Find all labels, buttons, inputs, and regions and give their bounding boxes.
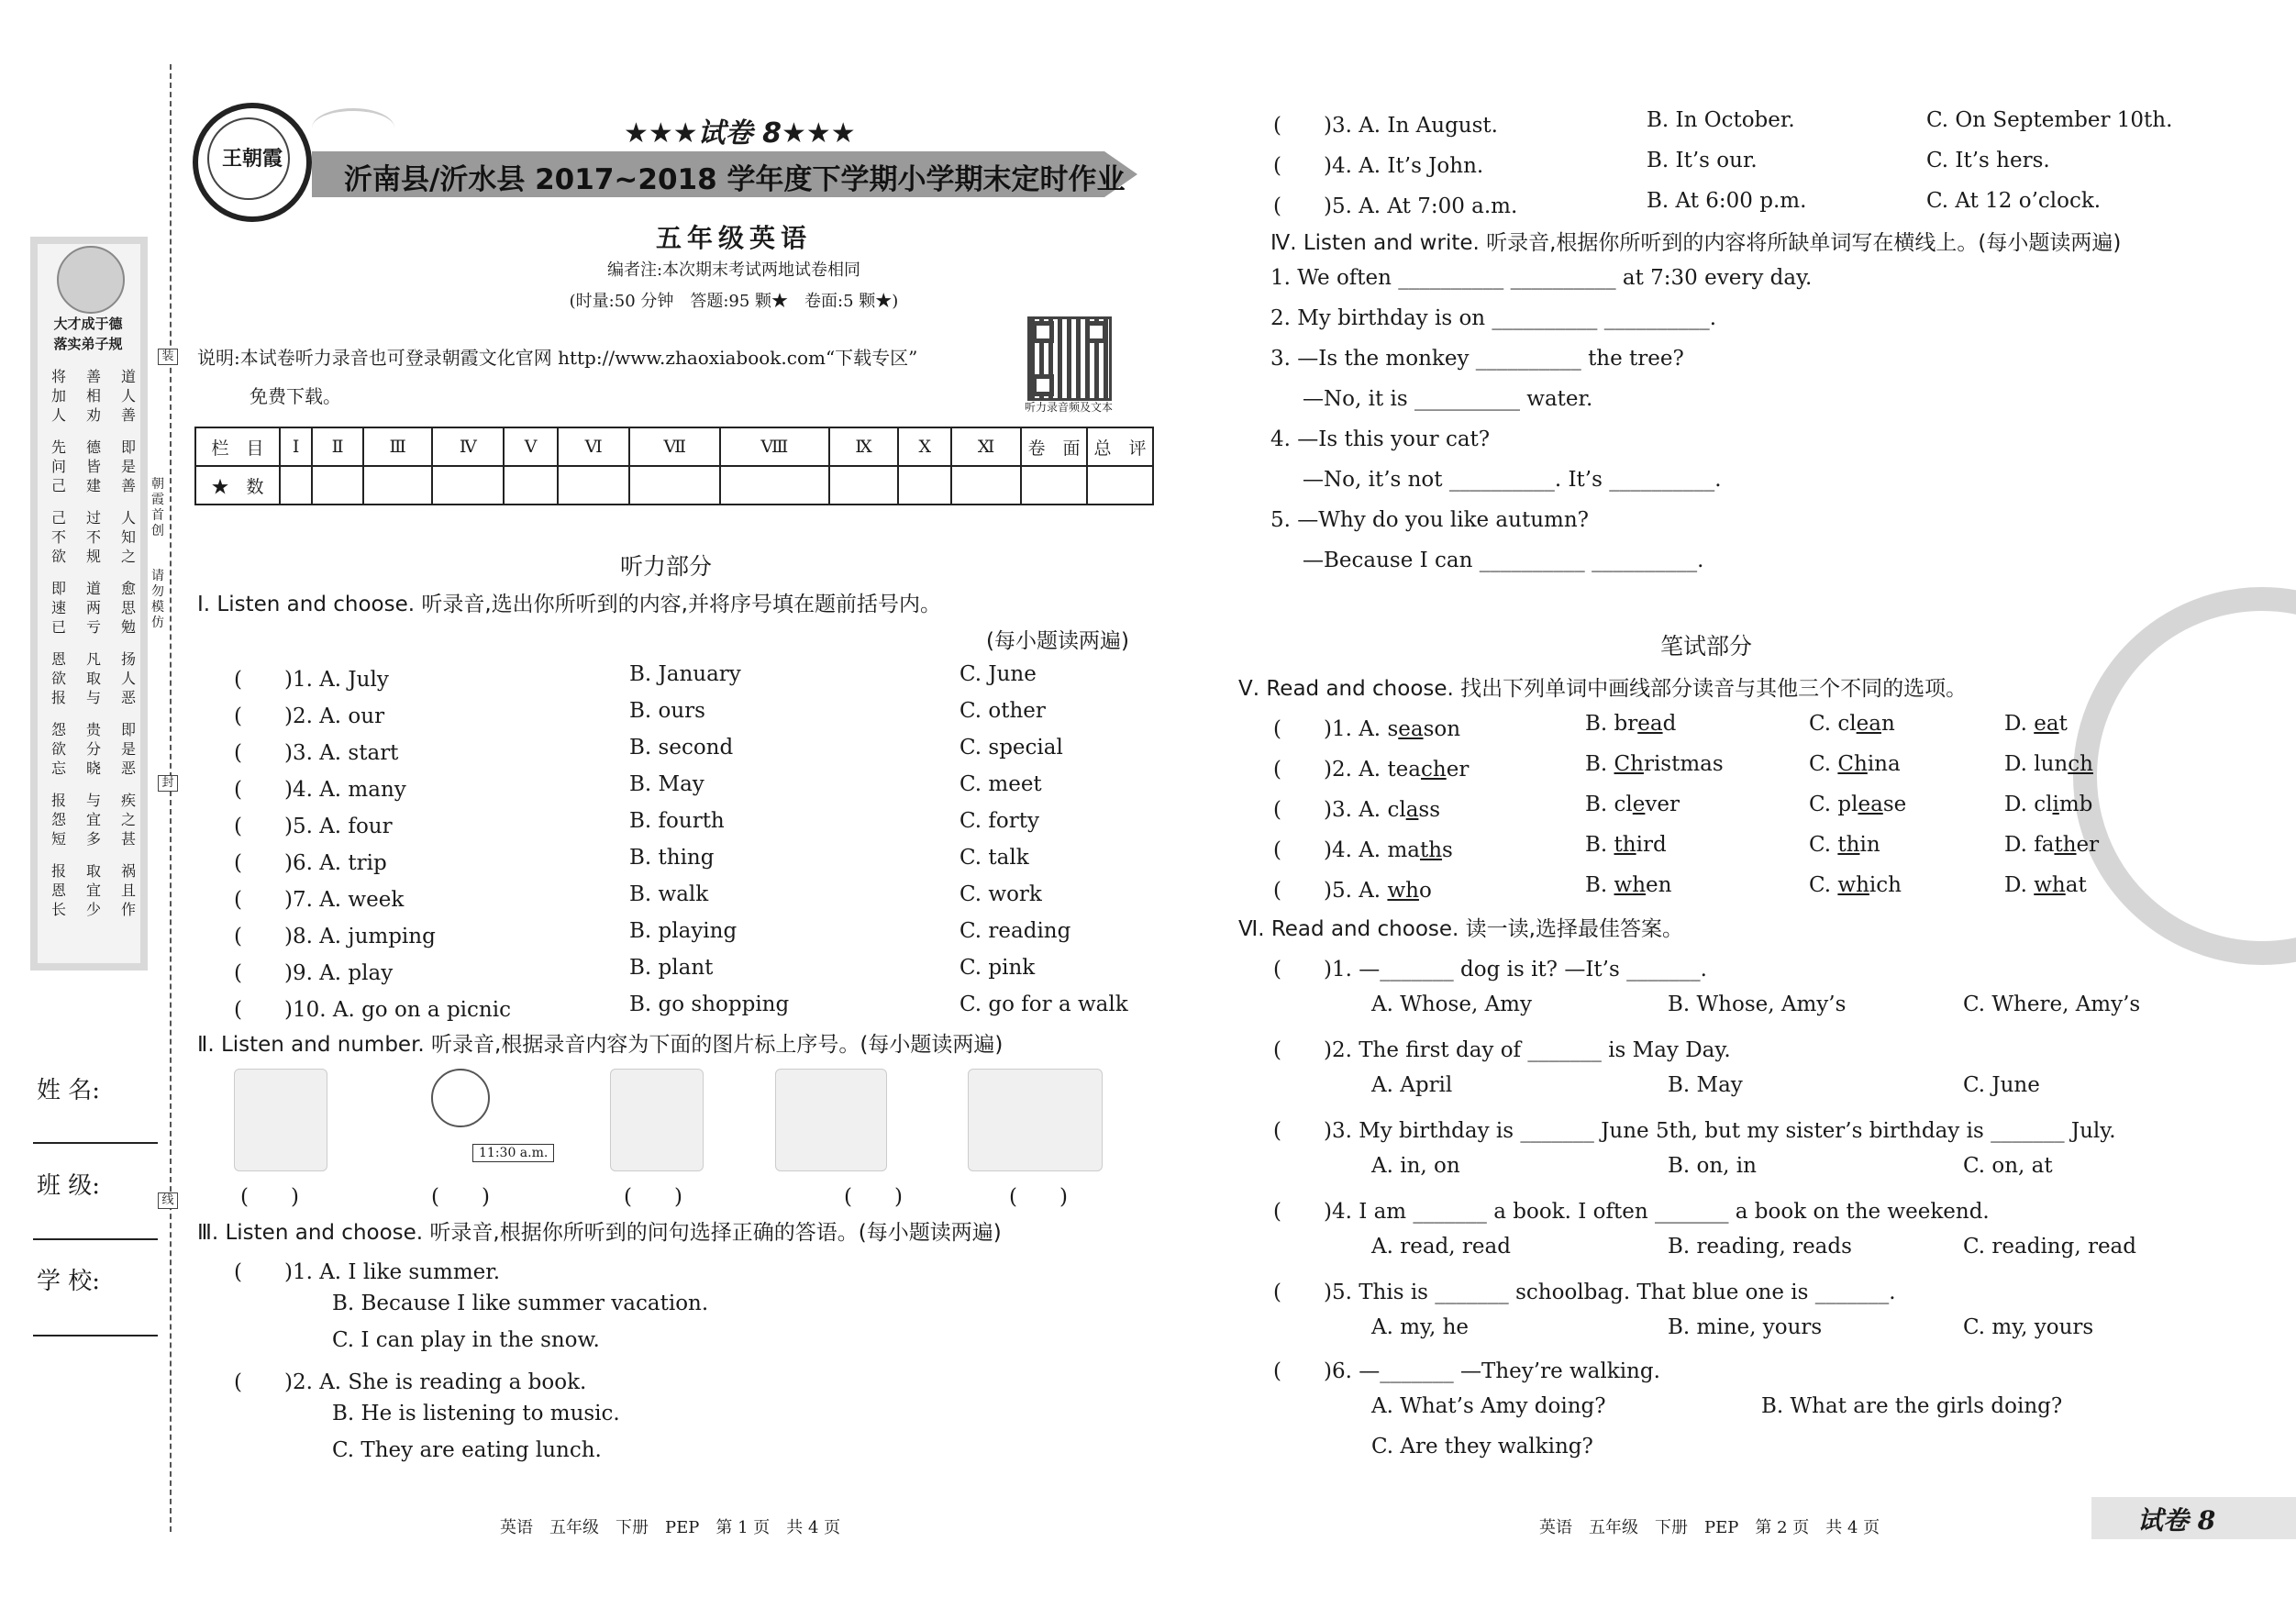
- motto-header-line: 大才成于德: [53, 316, 123, 332]
- underlined-letters: i: [2052, 793, 2059, 816]
- word-part: n: [1880, 712, 1895, 736]
- question-option-a[interactable]: ( )4. A. It’s John.: [1273, 154, 1484, 178]
- instructions: 说明:本试卷听力录音也可登录朝霞文化官网 http://www.zhaoxiabook.com“下载专区”: [197, 347, 918, 369]
- underlined-letters: ea: [1856, 712, 1881, 736]
- question-option-b[interactable]: B. playing: [629, 919, 738, 943]
- question-option-d[interactable]: [2004, 833, 2099, 857]
- word-part: o: [1418, 879, 1432, 903]
- underlined-letters: th: [1419, 838, 1443, 862]
- question-option-d[interactable]: [2004, 712, 2068, 736]
- question-prefix: ( )3. A.: [1273, 798, 1388, 822]
- motto-column: 贵分晓: [85, 721, 101, 777]
- motto-column: 己不欲: [50, 509, 66, 565]
- question-option-d[interactable]: [2004, 793, 2092, 816]
- question-option-a[interactable]: ( )4. A. many: [234, 778, 406, 802]
- paper-number: ★★★试卷 8★★★: [624, 117, 856, 150]
- underlined-letters: ea: [1637, 712, 1663, 736]
- instructions-cont: 免费下载。: [250, 385, 341, 407]
- answer-line[interactable]: C. I can play in the snow.: [332, 1328, 600, 1352]
- fill-in-line[interactable]: 4. —Is this your cat?: [1270, 427, 1491, 451]
- motto-column: 善相劝: [85, 368, 101, 424]
- underlined-letters: wh: [1837, 873, 1869, 897]
- motto-column: 即是恶: [120, 721, 136, 777]
- motto-column: 即速已: [50, 580, 66, 636]
- editor-note: 编者注:本次期末考试两地试卷相同: [606, 261, 861, 280]
- exam-title: 沂南县/沂水县 2017~2018 学年度下学期小学期末定时作业: [344, 163, 1126, 196]
- underlined-letters: ch: [1421, 758, 1447, 782]
- listening-title: 听力部分: [620, 553, 713, 580]
- option-c[interactable]: C. on, at: [1963, 1154, 2053, 1178]
- option-a[interactable]: A. Whose, Amy: [1371, 993, 1532, 1016]
- seal-char: 封: [158, 775, 178, 792]
- class-field[interactable]: [33, 1238, 158, 1240]
- motto-column: 疾之甚: [120, 792, 136, 848]
- underlined-letters: Ch: [1614, 752, 1644, 776]
- question-option-c[interactable]: C. It’s hers.: [1926, 149, 2050, 172]
- question-prefix: ( )5. A.: [1273, 879, 1388, 903]
- question-option-a[interactable]: [1273, 873, 1432, 904]
- class-label: 班 级:: [37, 1172, 101, 1200]
- word-part: s: [1387, 717, 1399, 741]
- score-header-cell: 总 评: [1087, 427, 1153, 466]
- word-part: B.: [1585, 873, 1614, 897]
- answer-line[interactable]: C. They are eating lunch.: [332, 1438, 602, 1462]
- score-header-row: [195, 427, 1153, 466]
- option-c[interactable]: C. my, yours: [1963, 1315, 2094, 1339]
- score-cell[interactable]: [504, 466, 557, 505]
- question-option-b[interactable]: B. second: [629, 736, 734, 760]
- motto-column: 与宜多: [85, 792, 101, 848]
- brand-logo: [193, 103, 312, 222]
- score-cell[interactable]: [558, 466, 630, 505]
- option-b: B. What are the girls doing?: [1761, 1394, 2063, 1418]
- score-cell[interactable]: [363, 466, 433, 505]
- score-header-cell: Ⅵ: [558, 427, 630, 466]
- question-option-b[interactable]: B. In October.: [1647, 108, 1795, 132]
- question-option-c[interactable]: [1809, 793, 1906, 816]
- question-option-b[interactable]: B. plant: [629, 956, 714, 980]
- score-row-label: ★ 数: [195, 466, 280, 505]
- score-header-cell: Ⅰ: [280, 427, 312, 466]
- footer-page-1: 英语 五年级 下册 PEP 第 1 页 共 4 页: [500, 1518, 841, 1537]
- section-4-title: Ⅳ. Listen and write. 听录音,根据你所听到的内容将所缺单词写在横线上。(每小题读两遍): [1270, 231, 2122, 255]
- score-cell[interactable]: [629, 466, 720, 505]
- score-header-cell: Ⅲ: [363, 427, 433, 466]
- logo-text: 王朝霞: [221, 147, 283, 171]
- word-part: ver: [1645, 793, 1680, 816]
- answer-line[interactable]: ( )2. A. She is reading a book.: [234, 1370, 587, 1394]
- mascot-figure: [57, 246, 125, 314]
- motto-column: 报怨短: [50, 792, 66, 848]
- question-option-c[interactable]: C. At 12 o’clock.: [1926, 189, 2102, 213]
- question-prefix: ( )4. A.: [1273, 838, 1388, 862]
- word-part: tea: [1387, 758, 1422, 782]
- name-label: 姓 名:: [37, 1077, 101, 1104]
- motto-column: 怨欲忘: [50, 721, 66, 777]
- motto-column: 将加人: [50, 368, 66, 424]
- word-part: ma: [1387, 838, 1420, 862]
- section-6-title: Ⅵ. Read and choose. 读一读,选择最佳答案。: [1238, 917, 1683, 941]
- score-header-cell: 栏 目: [195, 427, 280, 466]
- option-b[interactable]: B. Whose, Amy’s: [1668, 993, 1847, 1016]
- motto-header: [37, 314, 139, 354]
- question-option-c[interactable]: C. June: [959, 662, 1037, 686]
- underlined-letters: ea: [1858, 793, 1883, 816]
- question-option-c[interactable]: C. On September 10th.: [1926, 108, 2173, 132]
- word-part: ina: [1867, 752, 1901, 776]
- word-part: ird: [1636, 833, 1667, 857]
- word-part: en: [1646, 873, 1672, 897]
- question-option-c[interactable]: C. talk: [959, 846, 1029, 870]
- option-a[interactable]: A. my, he: [1371, 1315, 1470, 1339]
- motto-column: 凡取与: [85, 650, 101, 706]
- fill-in-line[interactable]: —Because I can __________ __________.: [1303, 549, 1704, 572]
- underlined-letters: ea: [2034, 712, 2059, 736]
- score-cell[interactable]: [280, 466, 312, 505]
- question-option-c[interactable]: C. work: [959, 882, 1042, 906]
- fill-in-line[interactable]: 3. —Is the monkey __________ the tree?: [1270, 347, 1684, 371]
- qr-caption: 听力录音频及文本: [1024, 401, 1113, 414]
- question-option-a[interactable]: ( )5. A. four: [234, 815, 393, 838]
- fill-in-line[interactable]: 2. My birthday is on __________ __________.: [1270, 306, 1717, 330]
- word-part: s: [1442, 838, 1453, 862]
- underlined-letters: ea: [1398, 717, 1424, 741]
- motto-header-line: 落实弟子规: [53, 336, 123, 352]
- score-cell[interactable]: [720, 466, 829, 505]
- motto-column: 扬人恶: [120, 650, 136, 706]
- question-text: ( )2. The first day of _______ is May Day.: [1273, 1038, 1731, 1062]
- question-option-a[interactable]: ( )2. A. our: [234, 704, 385, 728]
- score-header-cell: Ⅱ: [312, 427, 362, 466]
- question-option-c[interactable]: [1809, 873, 1902, 897]
- word-part: C.: [1809, 873, 1838, 897]
- question-option-a[interactable]: ( )3. A. In August.: [1273, 114, 1498, 138]
- question-option-a[interactable]: ( )10. A. go on a picnic: [234, 998, 511, 1022]
- score-cell[interactable]: [829, 466, 899, 505]
- word-part: ss: [1418, 798, 1441, 822]
- question-option-b[interactable]: B. thing: [629, 846, 715, 870]
- underlined-letters: wh: [1614, 873, 1647, 897]
- option-b[interactable]: B. mine, yours: [1668, 1315, 1823, 1339]
- section-5-title: Ⅴ. Read and choose. 找出下列单词中画线部分读音与其他三个不同的选项。: [1238, 677, 1968, 701]
- underlined-letters: Ch: [1837, 752, 1868, 776]
- section-1-title: Ⅰ. Listen and choose. 听录音,选出你所听到的内容,并将序号填在题前括号内。: [197, 593, 941, 616]
- question-option-a[interactable]: [1273, 833, 1453, 863]
- word-part: D.: [2004, 873, 2035, 897]
- option-a: A. What’s Amy doing?: [1371, 1394, 1606, 1418]
- seal-char: 装: [158, 349, 178, 365]
- word-part: D. cl: [2004, 793, 2053, 816]
- answer-bracket[interactable]: ( ): [431, 1185, 490, 1209]
- score-header-cell: Ⅺ: [951, 427, 1021, 466]
- answer-bracket[interactable]: ( ): [240, 1185, 299, 1209]
- fill-in-line[interactable]: 1. We often __________ __________ at 7:30 every day.: [1270, 266, 1813, 290]
- score-header-cell: Ⅸ: [829, 427, 899, 466]
- footer-page-2: 英语 五年级 下册 PEP 第 2 页 共 4 页: [1539, 1518, 1880, 1537]
- question-option-a[interactable]: ( )8. A. jumping: [234, 925, 436, 948]
- motto-column: 德皆建: [85, 438, 101, 494]
- question-option-c[interactable]: C. meet: [959, 772, 1042, 796]
- question-option-a[interactable]: ( )9. A. play: [234, 961, 394, 985]
- word-part: er: [2076, 833, 2100, 857]
- question-option-c[interactable]: C. other: [959, 699, 1046, 723]
- question-text: ( )5. This is _______ schoolbag. That blue one is _______.: [1273, 1281, 1896, 1304]
- question-text: ( )6. —_______ —They’re walking.: [1273, 1359, 1660, 1383]
- question-option-a[interactable]: ( )5. A. At 7:00 a.m.: [1273, 194, 1518, 218]
- seal-char: 线: [158, 1192, 178, 1209]
- word-part: ristmas: [1643, 752, 1724, 776]
- option-c[interactable]: C. Where, Amy’s: [1963, 993, 2141, 1016]
- underlined-letters: e: [1632, 793, 1646, 816]
- question-option-a[interactable]: ( )1. A. July: [234, 668, 389, 692]
- score-cell[interactable]: [1087, 466, 1153, 505]
- word-part: in: [1859, 833, 1880, 857]
- question-option-a[interactable]: ( )6. A. trip: [234, 851, 387, 875]
- word-part: t: [2058, 712, 2068, 736]
- motto-column: 道两亏: [85, 580, 101, 636]
- clock-label: 11:30 a.m.: [472, 1144, 554, 1162]
- score-header-cell: Ⅶ: [629, 427, 720, 466]
- question-option-b[interactable]: [1585, 752, 1724, 776]
- answer-bracket[interactable]: ( ): [1009, 1185, 1068, 1209]
- question-option-b[interactable]: B. walk: [629, 882, 709, 906]
- picture-panda-zoo: [968, 1069, 1103, 1171]
- motto-column: 取宜少: [85, 862, 101, 918]
- option-a[interactable]: A. read, read: [1371, 1235, 1511, 1259]
- name-field[interactable]: [33, 1142, 158, 1144]
- answer-line[interactable]: B. He is listening to music.: [332, 1402, 620, 1425]
- option-b[interactable]: B. reading, reads: [1668, 1235, 1852, 1259]
- question-prefix: ( )1. A.: [1273, 717, 1388, 741]
- underlined-letters: ch: [2068, 752, 2093, 776]
- score-header-cell: Ⅴ: [504, 427, 557, 466]
- question-option-c[interactable]: C. pink: [959, 956, 1036, 980]
- underlined-letters: th: [1837, 833, 1860, 857]
- school-field[interactable]: [33, 1335, 158, 1336]
- question-option-b[interactable]: [1585, 793, 1680, 816]
- word-part: D. lun: [2004, 752, 2069, 776]
- word-part: C. cl: [1809, 712, 1857, 736]
- fill-in-line[interactable]: —No, it is __________ water.: [1303, 387, 1593, 411]
- watermark-stamp: [2073, 587, 2296, 965]
- motto-column: 过不规: [85, 509, 101, 565]
- underlined-letters: wh: [1387, 879, 1419, 903]
- motto-column: 愈思勉: [120, 580, 136, 636]
- side-note: 朝霞首创: [151, 477, 164, 538]
- score-cell[interactable]: [898, 466, 951, 505]
- word-part: d: [1662, 712, 1677, 736]
- word-part: B. cl: [1585, 793, 1633, 816]
- word-part: C. pl: [1809, 793, 1858, 816]
- question-option-b[interactable]: [1585, 833, 1667, 857]
- qr-code[interactable]: [1027, 316, 1112, 401]
- question-option-c[interactable]: C. go for a walk: [959, 993, 1128, 1016]
- question-option-b[interactable]: [1585, 873, 1671, 897]
- word-part: ich: [1869, 873, 1902, 897]
- fill-in-line[interactable]: —No, it’s not __________. It’s __________.: [1303, 468, 1722, 492]
- motto-column: 恩欲报: [50, 650, 66, 706]
- word-part: C.: [1809, 833, 1838, 857]
- corner-paper-no: 试卷 8: [2137, 1505, 2216, 1536]
- score-cell[interactable]: [1021, 466, 1087, 505]
- question-option-b[interactable]: B. ours: [629, 699, 705, 723]
- picture-boy-with-dog: [610, 1069, 704, 1171]
- section-2-title: Ⅱ. Listen and number. 听录音,根据录音内容为下面的图片标上序号。(每小题读两遍): [197, 1033, 1004, 1057]
- time-info: (时量:50 分钟 答题:95 颗★ 卷面:5 颗★): [569, 292, 899, 311]
- motto-column: 祸且作: [120, 862, 136, 918]
- score-value-row: [195, 466, 1153, 505]
- option-c[interactable]: C. reading, read: [1963, 1235, 2136, 1259]
- question-option-b[interactable]: B. fourth: [629, 809, 725, 833]
- question-option-d[interactable]: [2004, 873, 2087, 897]
- question-option-b[interactable]: B. At 6:00 p.m.: [1647, 189, 1807, 213]
- motto-column: 人知之: [120, 509, 136, 565]
- word-part: D.: [2004, 712, 2035, 736]
- picture-picnic: [775, 1069, 887, 1171]
- question-option-b[interactable]: B. go shopping: [629, 993, 790, 1016]
- word-part: B.: [1585, 833, 1614, 857]
- word-part: D. fa: [2004, 833, 2055, 857]
- question-option-a[interactable]: [1273, 712, 1460, 742]
- motto-column: 先问己: [50, 438, 66, 494]
- motto-column: 报恩长: [50, 862, 66, 918]
- question-text: ( )4. I am _______ a book. I often _______ a book on the weekend.: [1273, 1200, 1990, 1224]
- fill-in-line[interactable]: 5. —Why do you like autumn?: [1270, 508, 1589, 532]
- word-part: B.: [1585, 752, 1614, 776]
- question-option-c[interactable]: C. forty: [959, 809, 1039, 833]
- score-cell[interactable]: [432, 466, 504, 505]
- question-option-a[interactable]: [1273, 793, 1440, 823]
- answer-bracket[interactable]: ( ): [844, 1185, 903, 1209]
- writing-title: 笔试部分: [1660, 633, 1753, 660]
- question-option-b[interactable]: [1585, 712, 1676, 736]
- answer-line[interactable]: ( )1. A. I like summer.: [234, 1260, 501, 1284]
- score-header-cell: Ⅷ: [720, 427, 829, 466]
- word-part: at: [2065, 873, 2087, 897]
- underlined-letters: wh: [2034, 873, 2066, 897]
- underlined-letters: th: [1614, 833, 1636, 857]
- score-table: [194, 427, 1154, 505]
- word-part: mb: [2058, 793, 2093, 816]
- option-b[interactable]: B. May: [1668, 1073, 1743, 1097]
- score-cell[interactable]: [312, 466, 362, 505]
- school-label: 学 校:: [37, 1268, 101, 1295]
- section-1-note: (每小题读两遍): [986, 629, 1129, 653]
- word-part: son: [1423, 717, 1461, 741]
- word-part: er: [1446, 758, 1470, 782]
- option-a[interactable]: A. April: [1371, 1073, 1453, 1097]
- question-option-a[interactable]: [1273, 752, 1469, 782]
- word-part: se: [1882, 793, 1907, 816]
- side-note: 请勿模仿: [151, 569, 164, 630]
- answer-line[interactable]: B. Because I like summer vacation.: [332, 1292, 709, 1315]
- option-b[interactable]: B. on, in: [1668, 1154, 1757, 1178]
- answer-bracket[interactable]: ( ): [624, 1185, 682, 1209]
- section-3-title: Ⅲ. Listen and choose. 听录音,根据你所听到的问句选择正确的答语。(每小题读两遍): [197, 1221, 1002, 1245]
- question-option-a[interactable]: ( )7. A. week: [234, 888, 405, 912]
- question-option-b[interactable]: B. May: [629, 772, 704, 796]
- picture-girl-eating: [394, 1069, 555, 1170]
- question-option-b[interactable]: B. January: [629, 662, 741, 686]
- word-part: cl: [1387, 798, 1406, 822]
- word-part: C.: [1809, 752, 1838, 776]
- question-prefix: ( )2. A.: [1273, 758, 1388, 782]
- question-option-b[interactable]: B. It’s our.: [1647, 149, 1758, 172]
- motto-column: 道人善: [120, 368, 136, 424]
- score-cell[interactable]: [951, 466, 1021, 505]
- motto-column: 即是善: [120, 438, 136, 494]
- question-option-a[interactable]: ( )3. A. start: [234, 741, 399, 765]
- question-option-c[interactable]: [1809, 752, 1901, 776]
- score-header-cell: 卷 面: [1021, 427, 1087, 466]
- question-text: ( )3. My birthday is _______ June 5th, but my sister’s birthday is _______ July.: [1273, 1119, 2116, 1143]
- score-header-cell: Ⅹ: [898, 427, 951, 466]
- option-a[interactable]: A. in, on: [1371, 1154, 1460, 1178]
- binding-cut-line: [170, 64, 172, 1532]
- question-option-c[interactable]: [1809, 712, 1895, 736]
- underlined-letters: a: [1405, 798, 1419, 822]
- score-header-cell: Ⅳ: [432, 427, 504, 466]
- subject-title: 五年级英语: [655, 223, 812, 253]
- question-option-c[interactable]: [1809, 833, 1880, 857]
- question-option-c[interactable]: C. special: [959, 736, 1063, 760]
- picture-family-shopping: [234, 1069, 327, 1171]
- option-c: C. Are they walking?: [1371, 1435, 1593, 1458]
- question-text: ( )1. —_______ dog is it? —It’s _______.: [1273, 958, 1707, 981]
- ribbon-decoration: [312, 108, 394, 148]
- question-option-d[interactable]: [2004, 752, 2093, 776]
- option-c[interactable]: C. June: [1963, 1073, 2040, 1097]
- underlined-letters: th: [2054, 833, 2077, 857]
- word-part: B. br: [1585, 712, 1638, 736]
- question-option-c[interactable]: C. reading: [959, 919, 1071, 943]
